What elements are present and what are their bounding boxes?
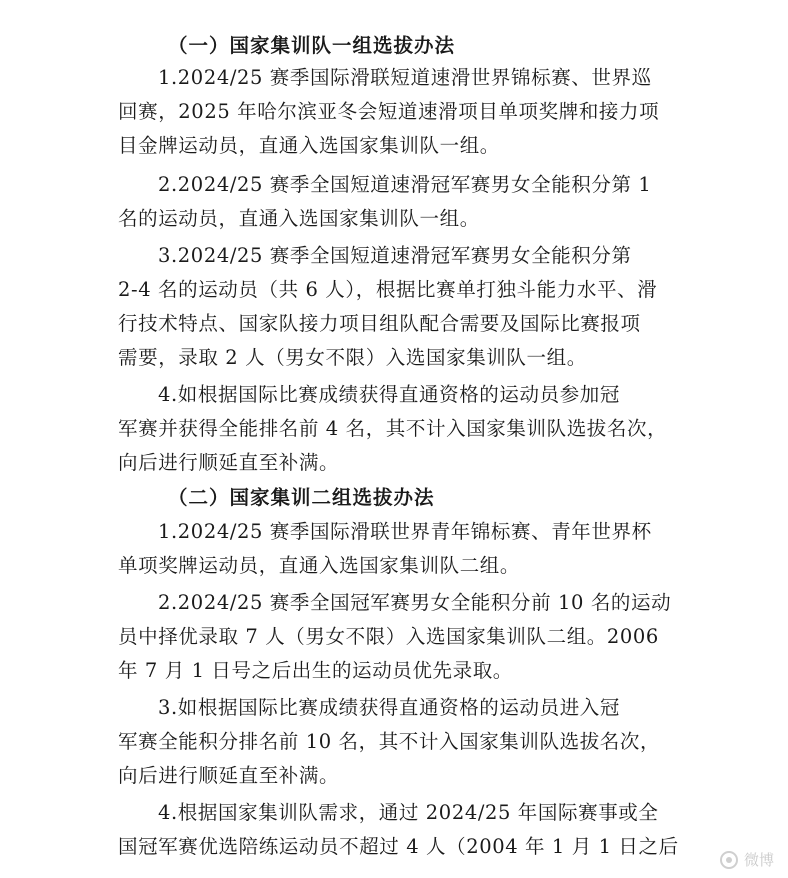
paragraph-line: 单项奖牌运动员，直通入选国家集训队二组。 xyxy=(118,554,521,577)
paragraph-line: 2-4 名的运动员（共 6 人），根据比赛单打独斗能力水平、滑 xyxy=(118,278,658,301)
paragraph-line: 向后进行顺延直至补满。 xyxy=(118,451,340,474)
paragraph-line: 3.2024/25 赛季全国短道速滑冠军赛男女全能积分第 xyxy=(158,244,632,267)
paragraph-line: 3.如根据国际比赛成绩获得直通资格的运动员进入冠 xyxy=(158,696,621,719)
section-heading-1: （一）国家集训队一组选拔办法 xyxy=(168,34,456,57)
paragraph-line: 名的运动员，直通入选国家集训队一组。 xyxy=(118,207,480,230)
paragraph-line: 目金牌运动员，直通入选国家集训队一组。 xyxy=(118,134,500,157)
paragraph-line: 2.2024/25 赛季全国冠军赛男女全能积分前 10 名的运动 xyxy=(158,591,672,614)
weibo-logo-icon xyxy=(720,851,738,869)
watermark-text: 微博 xyxy=(743,851,774,869)
paragraph-line: 需要，录取 2 人（男女不限）入选国家集训队一组。 xyxy=(118,346,587,369)
paragraph-line: 员中择优录取 7 人（男女不限）入选国家集训队二组。2006 xyxy=(118,625,659,648)
section-heading-2: （二）国家集训二组选拔办法 xyxy=(168,486,435,509)
paragraph-line: 行技术特点、国家队接力项目组队配合需要及国际比赛报项 xyxy=(118,312,641,335)
paragraph-line: 军赛并获得全能排名前 4 名，其不计入国家集训队选拔名次， xyxy=(118,417,668,440)
paragraph-line: 1.2024/25 赛季国际滑联世界青年锦标赛、青年世界杯 xyxy=(158,520,652,543)
paragraph-line: 4.如根据国际比赛成绩获得直通资格的运动员参加冠 xyxy=(158,383,621,406)
paragraph-line: 2.2024/25 赛季全国短道速滑冠军赛男女全能积分第 1 xyxy=(158,173,652,196)
paragraph-line: 4.根据国家集训队需求，通过 2024/25 年国际赛事或全 xyxy=(158,801,659,824)
paragraph-line: 向后进行顺延直至补满。 xyxy=(118,764,340,787)
paragraph-line: 1.2024/25 赛季国际滑联短道速滑世界锦标赛、世界巡 xyxy=(158,66,652,89)
paragraph-line: 年 7 月 1 日号之后出生的运动员优先录取。 xyxy=(118,659,513,682)
paragraph-line: 回赛，2025 年哈尔滨亚冬会短道速滑项目单项奖牌和接力项 xyxy=(118,100,660,123)
paragraph-line: 国冠军赛优选陪练运动员不超过 4 人（2004 年 1 月 1 日之后 xyxy=(118,835,679,858)
paragraph-line: 军赛全能积分排名前 10 名，其不计入国家集训队选拔名次， xyxy=(118,730,661,753)
watermark xyxy=(720,849,774,870)
